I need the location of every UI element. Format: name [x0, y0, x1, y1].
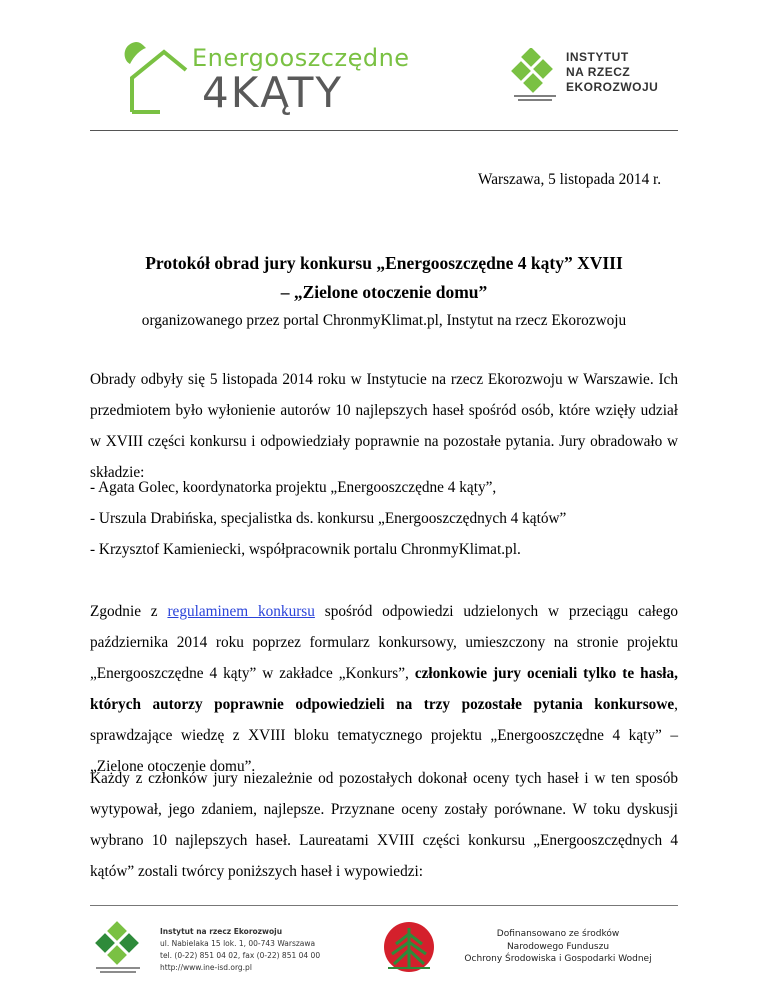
document-subtitle: organizowanego przez portal ChronmyKlimat.pl, Instytut na rzecz Ekorozwoju [141, 312, 627, 329]
paragraph-rules [90, 596, 678, 782]
p2-bold: członkowie jury oceniali tylko te hasła, których autorzy poprawnie odpowiedzieli na trzy pozostałe pytania konkursowe [90, 665, 678, 713]
footer-org-name: Instytut na rzecz Ekorozwoju [160, 927, 283, 936]
jury-member-3: - Krzysztof Kamieniecki, współpracownik portalu ChronmyKlimat.pl. [90, 541, 521, 558]
p2-before-link: Zgodnie z [90, 603, 168, 620]
regulamin-konkursu-link[interactable]: regulaminem konkursu [167, 603, 315, 620]
jury-member-2: - Urszula Drabińska, specjalistka ds. konkursu „Energooszczędnych 4 kątów” [90, 510, 567, 527]
footer-divider [90, 905, 678, 906]
p2-mid: spośród odpowiedzi udzielonych w przeciągu całego października 2014 roku poprzez formularz konkursowy, umieszczony na stronie projektu „Energooszczędne 4 kąty” w zakładce „Konkurs”, [90, 603, 679, 682]
p2-after: , sprawdzające wiedzę z XVIII bloku tematycznego projektu „Energooszczędne 4 kąty” – „Zielone otoczenie domu”. [90, 696, 678, 775]
logo-text-instytut [566, 50, 658, 95]
logo-energooszczedne-4katy [120, 40, 410, 120]
footer-funding-block [458, 928, 658, 966]
footer-address: ul. Nabielaka 15 lok. 1, 00-743 Warszawa [160, 939, 316, 948]
logo-right-line2: NA RZECZ [566, 65, 631, 79]
jury-member-1: - Agata Golec, koordynatorka projektu „Energooszczędne 4 kąty”, [90, 479, 497, 496]
paragraph-intro: Obrady odbyły się 5 listopada 2014 roku w Instytucie na rzecz Ekorozwoju w Warszawie. Ich przedmiotem było wyłonienie autorów 10 najlepszych haseł spośród osób, które wzięły udział w XVIII części konkursu i odpowiedziały poprawnie na pozostałe pytania. Jury obradowało w składzie: [90, 371, 678, 481]
footer-phone: tel. (0-22) 851 04 02, fax (0-22) 851 04 00 [160, 951, 321, 960]
document-title-line2: – „Zielone otoczenie domu” [280, 282, 488, 302]
document-title-line1: Protokół obrad jury konkursu „Energooszczędne 4 kąty” XVIII [145, 253, 623, 273]
funding-line2: Narodowego Funduszu [506, 941, 610, 952]
leaves-logo-icon [510, 48, 560, 104]
ine-footer-logo-icon [90, 920, 146, 976]
logo-right-line1: INSTYTUT [566, 50, 629, 64]
footer-address-block [160, 926, 320, 974]
logo-text-energooszczedne: Energooszczędne [192, 44, 410, 72]
logo-text-4katy: 4KĄTY [202, 68, 344, 117]
header-divider [90, 130, 678, 131]
footer-web: http://www.ine-isd.org.pl [160, 963, 252, 972]
nfosigw-logo-icon [382, 920, 436, 976]
funding-line1: Dofinansowano ze środków [496, 929, 620, 939]
logo-right-line3: EKOROZWOJU [566, 80, 659, 94]
funding-line3: Ochrony Środowiska i Gospodarki Wodnej [464, 954, 652, 964]
logo-instytut-ekorozwoju [510, 48, 680, 108]
paragraph-evaluation: Każdy z członków jury niezależnie od pozostałych dokonał oceny tych haseł i w ten sposób wytypował, jego zdaniem, najlepsze. Przyznane oceny zostały porównane. W toku dyskusji wybrano 10 najlepszych haseł. Laureatami XVIII części konkursu „Energooszczędnych 4 kątów” zostali twórcy poniższych haseł i wypowiedzi: [90, 770, 678, 880]
document-date: Warszawa, 5 listopada 2014 r. [478, 171, 662, 188]
